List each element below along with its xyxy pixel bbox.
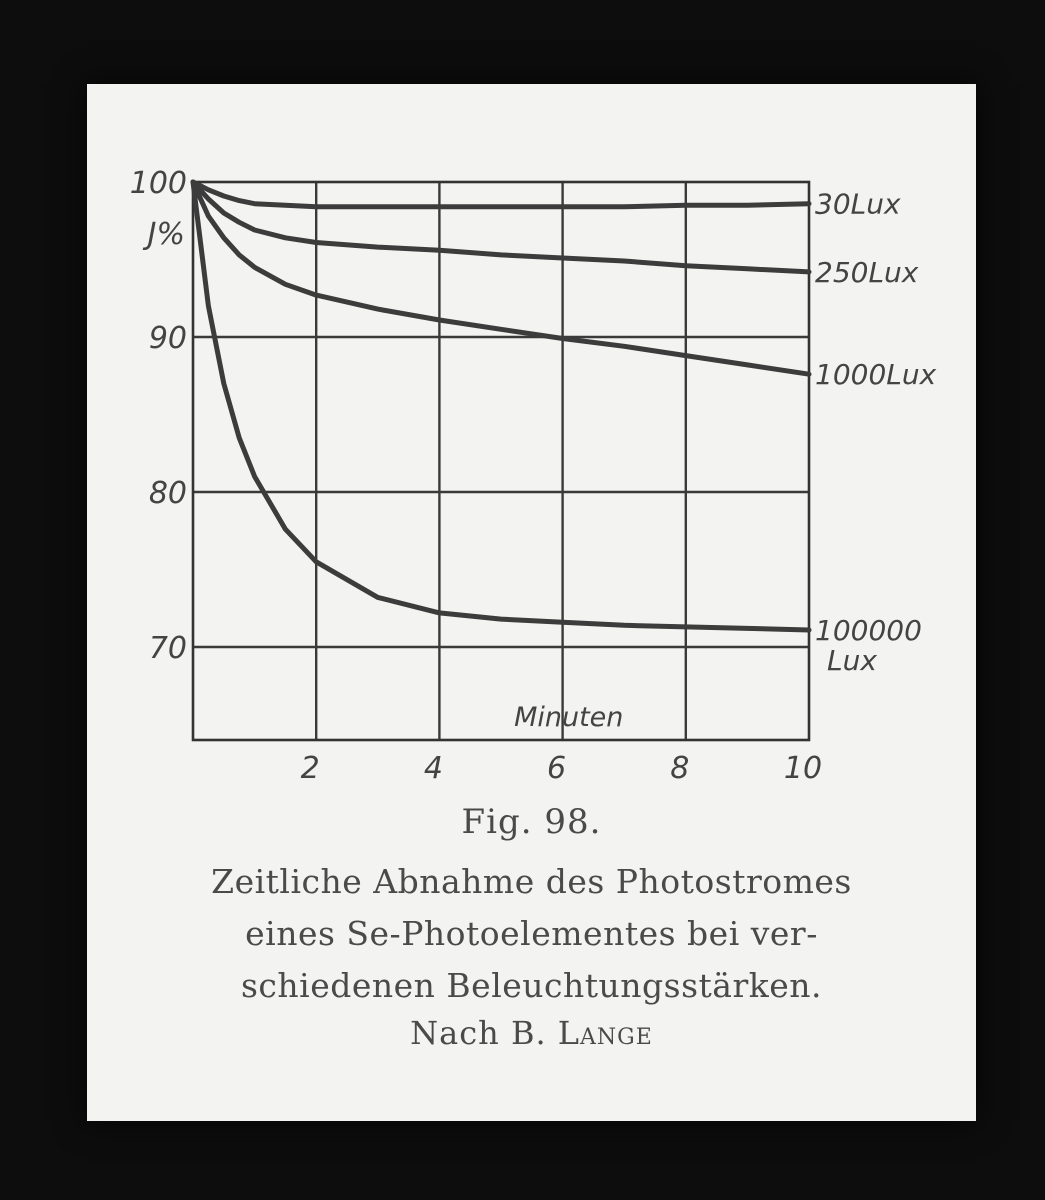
- series-label: Lux: [827, 643, 877, 677]
- figure-number: Fig. 98.: [461, 802, 602, 842]
- line-chart: [87, 84, 976, 804]
- slide-frame: [87, 84, 976, 1121]
- series-line: [193, 182, 809, 272]
- caption-line: schiedenen Beleuchtungsstärken.: [240, 966, 823, 1005]
- series-label: 100000: [815, 613, 922, 647]
- x-axis-ticks: [301, 751, 822, 786]
- figure-caption: [87, 802, 976, 1052]
- caption-line: Zeitliche Abnahme des Photostromes: [211, 862, 852, 901]
- credit-author: Lange: [557, 1014, 653, 1052]
- y-tick-label: 90: [148, 321, 187, 356]
- x-tick-label: 10: [783, 751, 823, 786]
- series-label: 30Lux: [815, 187, 901, 221]
- y-tick-label: 100: [129, 166, 187, 201]
- x-tick-label: 8: [670, 751, 690, 786]
- chart-series: [193, 182, 809, 630]
- caption-credit: [87, 1014, 976, 1052]
- series-label: 1000Lux: [815, 358, 937, 392]
- y-tick-label: 70: [148, 631, 187, 666]
- series-line: [193, 182, 809, 207]
- x-tick-label: 6: [547, 751, 567, 786]
- series-label: 250Lux: [815, 255, 919, 289]
- credit-prefix: Nach B.: [410, 1014, 558, 1052]
- x-axis-label: Minuten: [514, 702, 624, 733]
- series-line: [193, 182, 809, 374]
- x-tick-label: 4: [423, 751, 443, 786]
- y-axis-label: J%: [147, 217, 185, 252]
- series-line: [193, 182, 809, 630]
- x-tick-label: 2: [300, 751, 320, 786]
- y-tick-label: 80: [148, 476, 187, 511]
- series-labels: [815, 188, 937, 677]
- caption-line: eines Se-Photoelementes bei ver-: [245, 914, 818, 953]
